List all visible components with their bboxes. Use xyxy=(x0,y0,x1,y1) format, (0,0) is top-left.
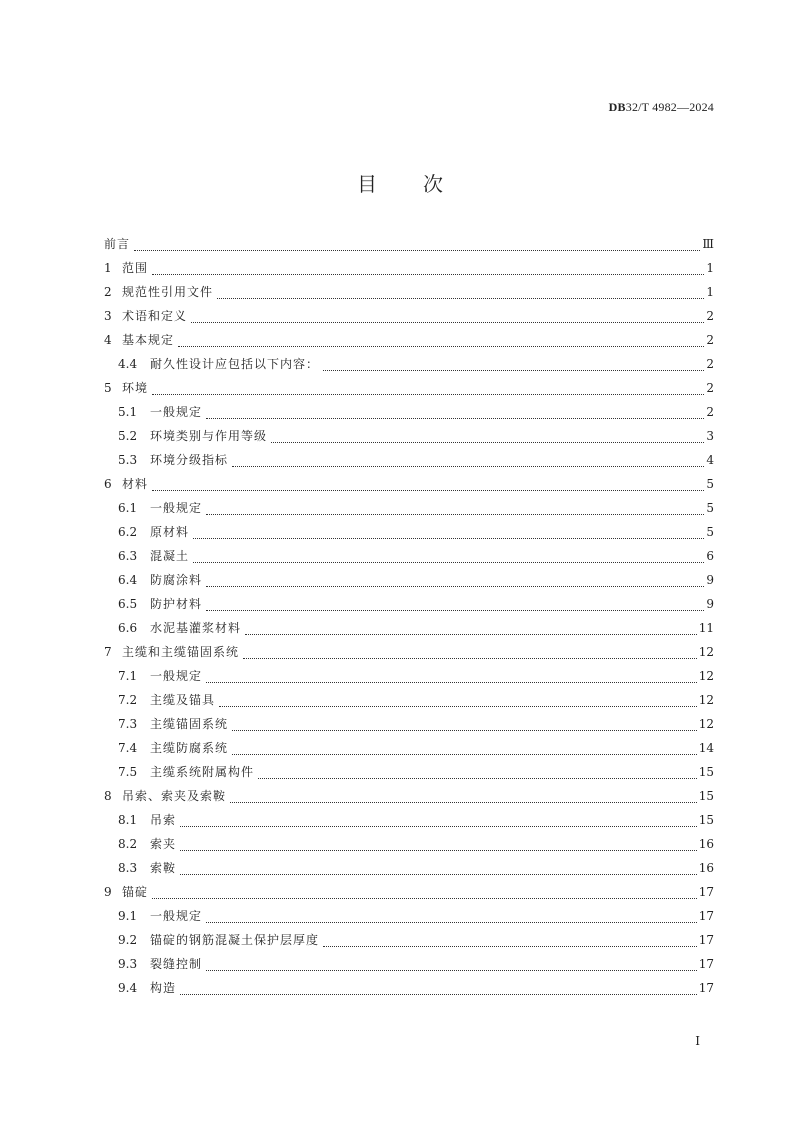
toc-entry-page: 16 xyxy=(698,861,714,875)
toc-entry[interactable] xyxy=(104,952,714,976)
toc-entry-page: 9 xyxy=(706,573,714,587)
toc-entry-page: 9 xyxy=(706,597,714,611)
table-of-contents xyxy=(104,232,714,1000)
toc-entry[interactable] xyxy=(104,544,714,568)
toc-entry[interactable] xyxy=(104,400,714,424)
toc-entry-number: 4 xyxy=(104,333,112,347)
toc-leader-dots xyxy=(180,980,697,995)
toc-leader-dots xyxy=(219,692,697,707)
toc-leader-dots xyxy=(180,860,697,875)
toc-entry-label: 吊索 xyxy=(150,813,177,827)
toc-entry-number: 1 xyxy=(104,261,112,275)
toc-leader-dots xyxy=(206,908,697,923)
toc-entry-label: 一般规定 xyxy=(150,405,203,419)
toc-entry-page: 16 xyxy=(698,837,714,851)
toc-entry-label: 裂缝控制 xyxy=(150,957,203,971)
toc-entry[interactable] xyxy=(104,688,714,712)
toc-leader-dots xyxy=(134,236,700,251)
toc-entry-number: 5.1 xyxy=(118,405,138,419)
toc-entry-page: 15 xyxy=(698,789,714,803)
toc-leader-dots xyxy=(217,284,704,299)
toc-entry-label: 主缆防腐系统 xyxy=(150,741,229,755)
toc-entry-label: 耐久性设计应包括以下内容： xyxy=(150,357,320,371)
toc-entry-number: 9.4 xyxy=(118,981,138,995)
toc-entry-number: 8.1 xyxy=(118,813,138,827)
toc-entry-number: 4.4 xyxy=(118,357,138,371)
toc-leader-dots xyxy=(323,932,697,947)
toc-entry-page: 15 xyxy=(698,813,714,827)
toc-leader-dots xyxy=(243,644,697,659)
toc-entry-label: 混凝土 xyxy=(150,549,190,563)
toc-entry[interactable] xyxy=(104,616,714,640)
toc-entry-page: 17 xyxy=(698,909,714,923)
toc-entry-label: 锚碇 xyxy=(122,885,149,899)
toc-entry-label: 构造 xyxy=(150,981,177,995)
toc-entry[interactable] xyxy=(104,808,714,832)
toc-entry-label: 规范性引用文件 xyxy=(122,285,214,299)
toc-entry-label: 锚碇的钢筋混凝土保护层厚度 xyxy=(150,933,320,947)
toc-entry[interactable] xyxy=(104,496,714,520)
toc-entry-number: 6.6 xyxy=(118,621,138,635)
toc-entry-label: 环境 xyxy=(122,381,149,395)
toc-entry-number: 9.1 xyxy=(118,909,138,923)
toc-entry-number: 8.3 xyxy=(118,861,138,875)
toc-entry-number: 6.5 xyxy=(118,597,138,611)
toc-entry-label: 水泥基灌浆材料 xyxy=(150,621,242,635)
toc-entry[interactable] xyxy=(104,520,714,544)
toc-entry[interactable] xyxy=(104,664,714,688)
toc-entry-number: 7.5 xyxy=(118,765,138,779)
toc-entry-label: 术语和定义 xyxy=(122,309,188,323)
toc-entry-page: 17 xyxy=(698,981,714,995)
toc-entry-number: 6.4 xyxy=(118,573,138,587)
toc-entry[interactable] xyxy=(104,592,714,616)
toc-entry[interactable] xyxy=(104,424,714,448)
toc-entry[interactable] xyxy=(104,328,714,352)
toc-entry-page: 15 xyxy=(698,765,714,779)
toc-leader-dots xyxy=(232,740,697,755)
toc-entry-label: 索鞍 xyxy=(150,861,177,875)
toc-entry-number: 3 xyxy=(104,309,112,323)
toc-entry-page: 1 xyxy=(706,261,714,275)
toc-entry[interactable] xyxy=(104,856,714,880)
toc-entry[interactable] xyxy=(104,712,714,736)
toc-entry-page: 5 xyxy=(706,501,714,515)
toc-entry-page: 3 xyxy=(706,429,714,443)
toc-entry-label: 环境分级指标 xyxy=(150,453,229,467)
toc-entry[interactable] xyxy=(104,256,714,280)
toc-leader-dots xyxy=(245,620,697,635)
toc-entry-page: 12 xyxy=(698,693,714,707)
toc-entry-number: 5.3 xyxy=(118,453,138,467)
toc-entry[interactable] xyxy=(104,376,714,400)
toc-title: 目次 xyxy=(357,172,489,196)
toc-leader-dots xyxy=(180,812,697,827)
toc-entry-label: 范围 xyxy=(122,261,149,275)
toc-leader-dots xyxy=(206,668,697,683)
toc-leader-dots xyxy=(180,836,697,851)
toc-entry-page: 2 xyxy=(706,381,714,395)
toc-entry-page: Ⅲ xyxy=(702,237,714,251)
toc-entry-number: 9.2 xyxy=(118,933,138,947)
toc-entry-label: 主缆和主缆锚固系统 xyxy=(122,645,240,659)
toc-entry-label: 索夹 xyxy=(150,837,177,851)
toc-entry-page: 11 xyxy=(698,621,714,635)
toc-entry[interactable] xyxy=(104,760,714,784)
page-number: Ⅰ xyxy=(695,1034,700,1048)
toc-entry-label: 前言 xyxy=(104,237,131,251)
toc-entry-number: 6.1 xyxy=(118,501,138,515)
toc-entry-page: 5 xyxy=(706,477,714,491)
toc-entry[interactable] xyxy=(104,352,714,376)
toc-entry-label: 主缆系统附属构件 xyxy=(150,765,255,779)
toc-entry-label: 基本规定 xyxy=(122,333,175,347)
toc-entry-label: 一般规定 xyxy=(150,501,203,515)
toc-entry-page: 2 xyxy=(706,333,714,347)
toc-entry-page: 14 xyxy=(698,741,714,755)
toc-entry[interactable] xyxy=(104,928,714,952)
toc-entry[interactable] xyxy=(104,232,714,256)
toc-entry-page: 17 xyxy=(698,933,714,947)
toc-entry[interactable] xyxy=(104,472,714,496)
toc-entry-label: 主缆锚固系统 xyxy=(150,717,229,731)
toc-leader-dots xyxy=(323,356,704,371)
toc-entry-number: 6 xyxy=(104,477,112,491)
toc-entry-label: 材料 xyxy=(122,477,149,491)
toc-leader-dots xyxy=(206,572,704,587)
toc-entry-label: 原材料 xyxy=(150,525,190,539)
toc-leader-dots xyxy=(152,260,704,275)
toc-leader-dots xyxy=(206,404,704,419)
toc-entry-number: 5 xyxy=(104,381,112,395)
toc-leader-dots xyxy=(232,716,697,731)
toc-entry-label: 吊索、索夹及索鞍 xyxy=(122,789,227,803)
toc-entry[interactable] xyxy=(104,880,714,904)
toc-entry-number: 8.2 xyxy=(118,837,138,851)
toc-entry[interactable] xyxy=(104,448,714,472)
toc-entry-number: 5.2 xyxy=(118,429,138,443)
toc-entry[interactable] xyxy=(104,976,714,1000)
toc-leader-dots xyxy=(152,884,697,899)
toc-leader-dots xyxy=(206,596,704,611)
toc-entry-number: 7.3 xyxy=(118,717,138,731)
toc-entry-number: 7 xyxy=(104,645,112,659)
document-code xyxy=(609,100,714,115)
toc-entry-page: 17 xyxy=(698,957,714,971)
toc-entry-label: 防腐涂料 xyxy=(150,573,203,587)
toc-entry-label: 环境类别与作用等级 xyxy=(150,429,268,443)
toc-entry-page: 5 xyxy=(706,525,714,539)
toc-leader-dots xyxy=(232,452,704,467)
toc-entry-page: 12 xyxy=(698,645,714,659)
toc-leader-dots xyxy=(271,428,704,443)
toc-entry[interactable] xyxy=(104,568,714,592)
toc-leader-dots xyxy=(206,956,697,971)
toc-entry-label: 主缆及锚具 xyxy=(150,693,216,707)
toc-entry-label: 一般规定 xyxy=(150,909,203,923)
toc-entry-number: 7.4 xyxy=(118,741,138,755)
document-code-number: 32/T 4982—2024 xyxy=(625,100,714,114)
toc-entry-number: 8 xyxy=(104,789,112,803)
toc-entry-label: 防护材料 xyxy=(150,597,203,611)
toc-entry[interactable] xyxy=(104,640,714,664)
toc-entry-page: 12 xyxy=(698,717,714,731)
toc-entry-page: 2 xyxy=(706,357,714,371)
toc-entry[interactable] xyxy=(104,904,714,928)
toc-entry-number: 9 xyxy=(104,885,112,899)
toc-entry-number: 6.2 xyxy=(118,525,138,539)
toc-entry-label: 一般规定 xyxy=(150,669,203,683)
toc-leader-dots xyxy=(258,764,697,779)
toc-leader-dots xyxy=(230,788,697,803)
toc-entry[interactable] xyxy=(104,784,714,808)
toc-entry-number: 9.3 xyxy=(118,957,138,971)
toc-entry-number: 2 xyxy=(104,285,112,299)
toc-entry-page: 2 xyxy=(706,309,714,323)
toc-entry[interactable] xyxy=(104,736,714,760)
toc-leader-dots xyxy=(152,380,704,395)
toc-leader-dots xyxy=(193,548,704,563)
toc-entry-number: 7.1 xyxy=(118,669,138,683)
toc-leader-dots xyxy=(152,476,704,491)
toc-leader-dots xyxy=(206,500,704,515)
toc-entry-number: 6.3 xyxy=(118,549,138,563)
toc-leader-dots xyxy=(178,332,704,347)
toc-entry[interactable] xyxy=(104,304,714,328)
toc-entry[interactable] xyxy=(104,832,714,856)
toc-entry-page: 12 xyxy=(698,669,714,683)
document-code-prefix: DB xyxy=(608,100,626,114)
toc-entry-page: 1 xyxy=(706,285,714,299)
toc-leader-dots xyxy=(193,524,704,539)
toc-entry[interactable] xyxy=(104,280,714,304)
toc-entry-number: 7.2 xyxy=(118,693,138,707)
toc-entry-page: 4 xyxy=(706,453,714,467)
toc-leader-dots xyxy=(191,308,704,323)
toc-entry-page: 6 xyxy=(706,549,714,563)
toc-entry-page: 2 xyxy=(706,405,714,419)
toc-entry-page: 17 xyxy=(698,885,714,899)
